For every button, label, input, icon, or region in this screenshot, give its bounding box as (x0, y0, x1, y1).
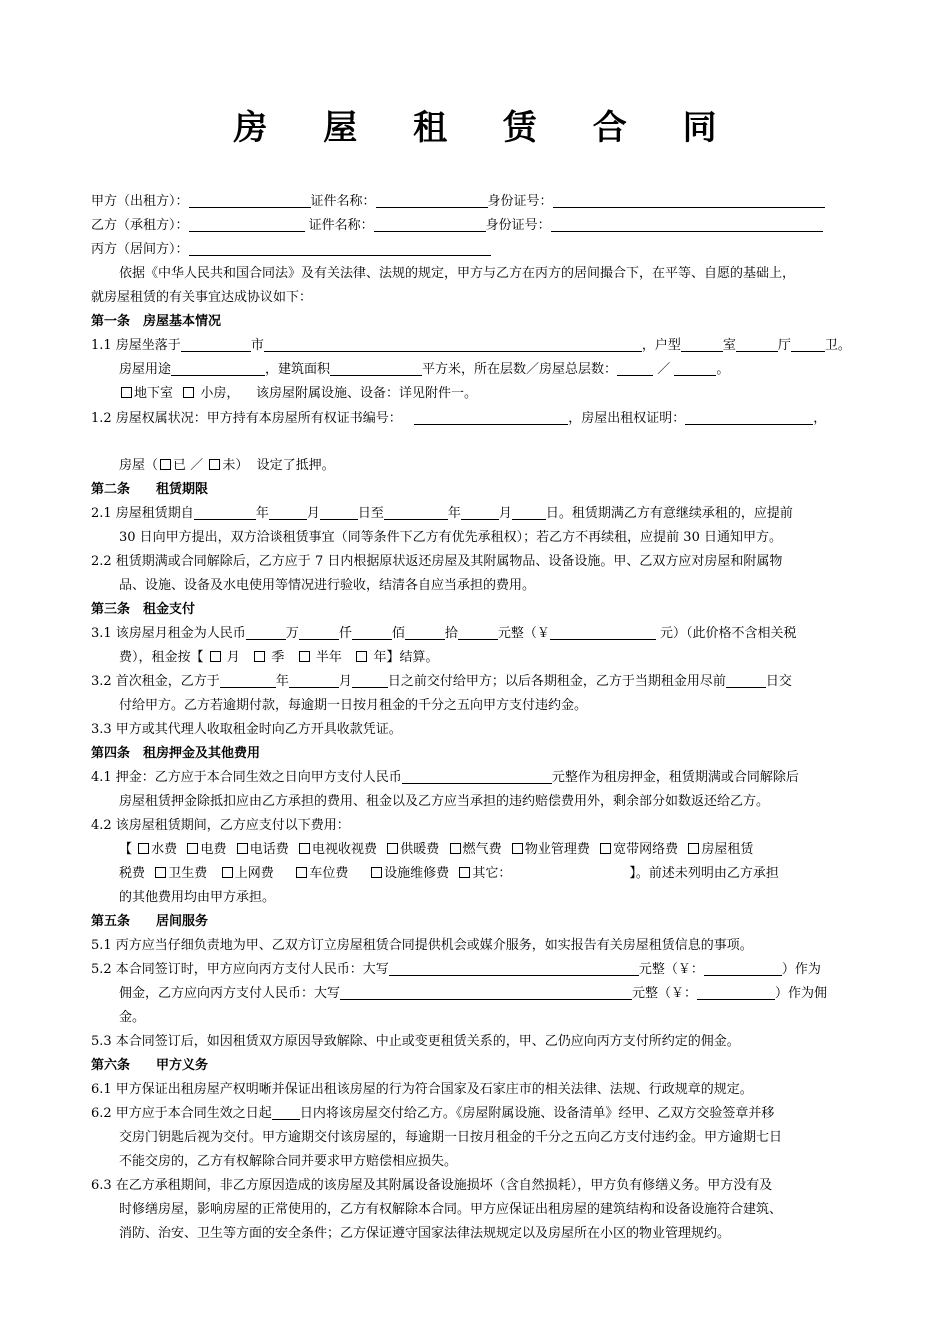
party-b-id-no-blank[interactable] (551, 217, 823, 232)
text: 1.1 房屋坐落于 (91, 338, 181, 353)
intro-line-2: 就房屋租赁的有关事宜达成协议如下： (91, 290, 313, 305)
clause-6-2 (91, 1104, 871, 1124)
rooms-blank[interactable] (681, 337, 723, 352)
fee-label: 车位费 (309, 866, 349, 881)
party-c-label: 丙方（居间方）： (91, 242, 189, 257)
start-year-blank[interactable] (194, 505, 256, 520)
party-b-label: 乙方（承租方）： (91, 218, 189, 233)
document-title: 房 屋 租 赁 合 同 (233, 108, 739, 148)
fee-checkbox[interactable] (387, 843, 398, 854)
commission-b-amount-blank[interactable] (697, 985, 775, 1000)
basement-checkbox[interactable] (121, 387, 132, 398)
clause-5-2-end: 金。 (119, 1010, 146, 1025)
rent-qian-blank[interactable] (299, 625, 339, 640)
total-floors-blank[interactable] (674, 361, 716, 376)
clause-5-3: 5.3 本合同签订后，如因租赁双方原因导致解除、中止或变更租赁关系的，甲、乙仍应向丙方支付所约定的佣金。 (91, 1034, 740, 1049)
text: 月 (306, 506, 320, 521)
text: 日交 (765, 674, 792, 689)
text: 日至 (357, 506, 384, 521)
text: 万 (285, 626, 299, 641)
id-no-label: 身份证号： (487, 194, 553, 209)
text: 月 (226, 650, 240, 665)
text: 元整作为租房押金，租赁期满或合同解除后 (551, 770, 799, 785)
text: 仟 (338, 626, 352, 641)
text: ／ (190, 458, 204, 473)
party-a-id-no-blank[interactable] (553, 193, 825, 208)
party-c-name-blank[interactable] (189, 241, 491, 256)
delivery-days-blank[interactable] (272, 1105, 300, 1120)
clause-4-1 (91, 768, 871, 788)
first-rent-day-blank[interactable] (352, 673, 388, 688)
text: 月 (338, 674, 352, 689)
rent-amount-blank[interactable] (550, 625, 656, 640)
clause-3-1-cont (119, 648, 879, 668)
text: 未） (222, 458, 249, 473)
fee-label: 上网费 (234, 866, 274, 881)
text: ）作为佣 (775, 986, 828, 1001)
start-day-blank[interactable] (320, 505, 358, 520)
mortgage-yes-checkbox[interactable] (160, 459, 171, 470)
text: ）作为 (781, 962, 821, 977)
rent-wan-blank[interactable] (246, 625, 286, 640)
text: ， (813, 411, 827, 426)
fee-label: 税费 (119, 866, 146, 881)
pay-half-year-checkbox[interactable] (299, 651, 310, 662)
party-a-line (91, 192, 871, 212)
text: 已 (173, 458, 187, 473)
fee-label: 燃气费 (462, 842, 502, 857)
deposit-blank[interactable] (402, 769, 552, 784)
mortgage-no-checkbox[interactable] (209, 459, 220, 470)
text: 3.1 该房屋月租金为人民币 (91, 626, 246, 641)
clause-5-2-cont (119, 984, 879, 1004)
fee-checkbox[interactable] (688, 843, 699, 854)
fee-label: 设施维修费 (384, 866, 450, 881)
fees-cont: 的其他费用均由甲方承担。 (119, 890, 276, 905)
id-type-label: 证件名称： (308, 218, 374, 233)
intro-line-1: 依据《中华人民共和国合同法》及有关法律、法规的规定，甲方与乙方在丙方的居间撮合下，在平等、自愿的基础上， (119, 266, 796, 281)
article-1-heading: 第一条 房屋基本情况 (91, 314, 222, 329)
clause-6-2-cont-2: 不能交房的，乙方有权解除合同并要求甲方赔偿相应损失。 (119, 1154, 458, 1169)
pay-yearly-checkbox[interactable] (356, 651, 367, 662)
text: 元整（￥： (638, 962, 704, 977)
mortgage-line (119, 456, 879, 476)
text: 厅 (777, 338, 791, 353)
party-b-name-blank[interactable] (189, 217, 305, 232)
text: 市 (250, 338, 264, 353)
text: 6.2 甲方应于本合同生效之日起 (91, 1106, 272, 1121)
clause-5-1: 5.1 丙方应当仔细负责地为甲、乙双方订立房屋租赁合同提供机会或媒介服务，如实报告有关房屋租赁信息的事项。 (91, 938, 753, 953)
text: 年 (447, 506, 461, 521)
text: 设定了抵押。 (256, 458, 335, 473)
end-month-blank[interactable] (461, 505, 499, 520)
text: 该房屋附属设施、设备：详见附件一。 (255, 386, 477, 401)
rent-shi-blank[interactable] (405, 625, 445, 640)
text: 月 (498, 506, 512, 521)
clause-6-3-cont-1: 时修缮房屋，影响房屋的正常使用的，乙方有权解除本合同。甲方应保证出租房屋的建筑结构和设备设施符合建筑、 (119, 1202, 783, 1217)
clause-3-3: 3.3 甲方或其代理人收取租金时向乙方开具收款凭证。 (91, 722, 402, 737)
clause-1-2 (91, 409, 871, 429)
text: 日内将该房屋交付给乙方。《房屋附属设施、设备清单》经甲、乙双方交验签章并移 (299, 1106, 775, 1121)
party-c-line (91, 240, 871, 260)
clause-3-2-cont: 付给甲方。乙方若逾期付款，每逾期一日按月租金的千分之五向甲方支付违约金。 (119, 698, 588, 713)
area-blank[interactable] (330, 361, 422, 376)
floor-blank[interactable] (617, 361, 653, 376)
clause-6-2-cont-1: 交房门钥匙后视为交付。甲方逾期交付该房屋的，每逾期一日按月租金的千分之五向乙方支付违约金。甲方逾期七日 (119, 1130, 783, 1145)
id-type-label: 证件名称： (310, 194, 376, 209)
text: 。 (716, 362, 730, 377)
text: ，户型 (641, 338, 681, 353)
party-a-label: 甲方（出租方）： (91, 194, 189, 209)
rent-bai-blank[interactable] (352, 625, 392, 640)
id-no-label: 身份证号： (485, 218, 551, 233)
text: 小房， (200, 386, 240, 401)
address-blank[interactable] (264, 337, 642, 352)
text: 佰 (391, 626, 405, 641)
text: 3.2 首次租金，乙方于 (91, 674, 220, 689)
ownership-cert-blank[interactable] (414, 410, 568, 425)
rent-days-before-blank[interactable] (726, 673, 766, 688)
fee-checkbox[interactable] (299, 843, 310, 854)
first-rent-month-blank[interactable] (289, 673, 339, 688)
fee-label: 宽带网络费 (613, 842, 679, 857)
text: 日。租赁期满乙方有意继续承租的，应提前 (545, 506, 793, 521)
rental-cert-blank[interactable] (685, 410, 813, 425)
fee-checkbox[interactable] (459, 867, 470, 878)
fee-label: 卫生费 (168, 866, 208, 881)
text: 元）（此价格不含相关税 (660, 626, 797, 641)
text: 5.2 本合同签订时，甲方应向丙方支付人民币：大写 (91, 962, 389, 977)
fee-checkbox[interactable] (237, 843, 248, 854)
fee-checkbox[interactable] (138, 843, 149, 854)
usage-line (119, 360, 879, 380)
text: 2.1 房屋租赁期自 (91, 506, 194, 521)
fee-checkbox[interactable] (512, 843, 523, 854)
halls-blank[interactable] (736, 337, 778, 352)
commission-b-words-blank[interactable] (340, 985, 632, 1000)
party-a-id-type-blank[interactable] (376, 193, 488, 208)
fee-label: 物业管理费 (524, 842, 590, 857)
clause-6-1: 6.1 甲方保证出租房屋产权明晰并保证出租该房屋的行为符合国家及石家庄市的相关法律、法规、行政规章的规定。 (91, 1082, 753, 1097)
fee-label: 房屋租赁 (701, 842, 754, 857)
clause-2-1-cont: 30 日向甲方提出，双方洽谈租赁事宜（同等条件下乙方有优先承租权）；若乙方不再续租，应提前 30 日通知甲方。 (119, 530, 782, 545)
extras-line (119, 384, 879, 404)
pay-monthly-checkbox[interactable] (210, 651, 221, 662)
first-rent-year-blank[interactable] (220, 673, 276, 688)
fee-checkbox[interactable] (296, 867, 307, 878)
clause-2-2: 2.2 租赁期满或合同解除后，乙方应于 7 日内根据原状返还房屋及其附属物品、设备设施。甲、乙双方应对房屋和附属物 (91, 554, 783, 569)
fee-label: 电视收视费 (312, 842, 378, 857)
text: ，房屋出租权证明： (568, 411, 686, 426)
fee-checkbox[interactable] (600, 843, 611, 854)
clause-2-2-cont: 品、设施、设备及水电使用等情况进行验收，结清各自应当承担的费用。 (119, 578, 536, 593)
commission-a-words-blank[interactable] (389, 961, 639, 976)
text: 年 (275, 674, 289, 689)
end-day-blank[interactable] (512, 505, 546, 520)
text: 拾 (444, 626, 458, 641)
text: 年】结算。 (373, 650, 439, 665)
text: 房屋用途 (119, 362, 172, 377)
clause-3-1 (91, 624, 871, 644)
article-4-heading: 第四条 租房押金及其他费用 (91, 746, 261, 761)
article-3-heading: 第三条 租金支付 (91, 602, 196, 617)
text: 】。前述未列明由乙方承担 (629, 866, 779, 881)
article-5-heading: 第五条 居间服务 (91, 914, 209, 929)
baths-blank[interactable] (791, 337, 825, 352)
text: 季 (271, 650, 285, 665)
text: 房屋（ (119, 458, 159, 473)
clause-1-1 (91, 336, 871, 356)
usage-blank[interactable] (171, 361, 265, 376)
clause-2-1 (91, 504, 871, 524)
text: 地下室 (134, 386, 174, 401)
fee-label: 电话费 (249, 842, 289, 857)
fee-checkbox[interactable] (222, 867, 233, 878)
fee-checkbox[interactable] (371, 867, 382, 878)
text: 1.2 房屋权属状况：甲方持有本房屋所有权证书编号： (91, 411, 402, 426)
text: 4.1 押金：乙方应于本合同生效之日向甲方支付人民币 (91, 770, 402, 785)
text: 佣金，乙方应向丙方支付人民币：大写 (119, 986, 341, 1001)
text: 元整（￥ (497, 626, 550, 641)
party-b-line (91, 216, 871, 236)
fees-row-1 (119, 840, 879, 860)
party-b-id-type-blank[interactable] (374, 217, 486, 232)
clause-5-2 (91, 960, 871, 980)
pay-quarterly-checkbox[interactable] (254, 651, 265, 662)
clause-4-1-cont: 房屋租赁押金除抵扣应由乙方承担的费用、租金以及乙方应当承担的违约赔偿费用外，剩余部分如数返还给乙方。 (119, 794, 770, 809)
clause-6-3-cont-2: 消防、治安、卫生等方面的安全条件；乙方保证遵守国家法律法规规定以及房屋所在小区的物业管理规约。 (119, 1226, 731, 1241)
text: 半年 (315, 650, 342, 665)
clause-6-3: 6.3 在乙方承租期间，非乙方原因造成的该房屋及其附属设备设施损坏（含自然损耗），甲方负有修缮义务。甲方没有及 (91, 1178, 773, 1193)
fee-checkbox[interactable] (187, 843, 198, 854)
fee-checkbox[interactable] (450, 843, 461, 854)
fee-label: 电费 (200, 842, 227, 857)
clause-4-2: 4.2 该房屋租赁期间，乙方应支付以下费用： (91, 818, 350, 833)
text: 平方米，所在层数／房屋总层数： (422, 362, 618, 377)
rent-yuan-blank[interactable] (458, 625, 498, 640)
text: ／ (657, 362, 671, 377)
end-year-blank[interactable] (384, 505, 448, 520)
text: ，建筑面积 (265, 362, 331, 377)
fee-checkbox[interactable] (155, 867, 166, 878)
article-6-heading: 第六条 甲方义务 (91, 1058, 209, 1073)
fee-label: 水费 (151, 842, 178, 857)
fee-label: 其它： (472, 866, 512, 881)
start-month-blank[interactable] (269, 505, 307, 520)
text: 卫。 (824, 338, 851, 353)
text: 费），租金按【 (119, 650, 204, 665)
party-a-name-blank[interactable] (189, 193, 311, 208)
text: 【 (119, 842, 133, 857)
text: 室 (722, 338, 736, 353)
small-room-checkbox[interactable] (183, 387, 194, 398)
text: 日之前交付给甲方；以后各期租金，乙方于当期租金用尽前 (387, 674, 726, 689)
text: 年 (255, 506, 269, 521)
text: 元整（￥： (632, 986, 698, 1001)
fee-label: 供暖费 (400, 842, 440, 857)
commission-a-amount-blank[interactable] (704, 961, 782, 976)
fees-row-2 (119, 864, 879, 884)
city-blank[interactable] (181, 337, 251, 352)
clause-3-2 (91, 672, 871, 692)
article-2-heading: 第二条 租赁期限 (91, 482, 209, 497)
